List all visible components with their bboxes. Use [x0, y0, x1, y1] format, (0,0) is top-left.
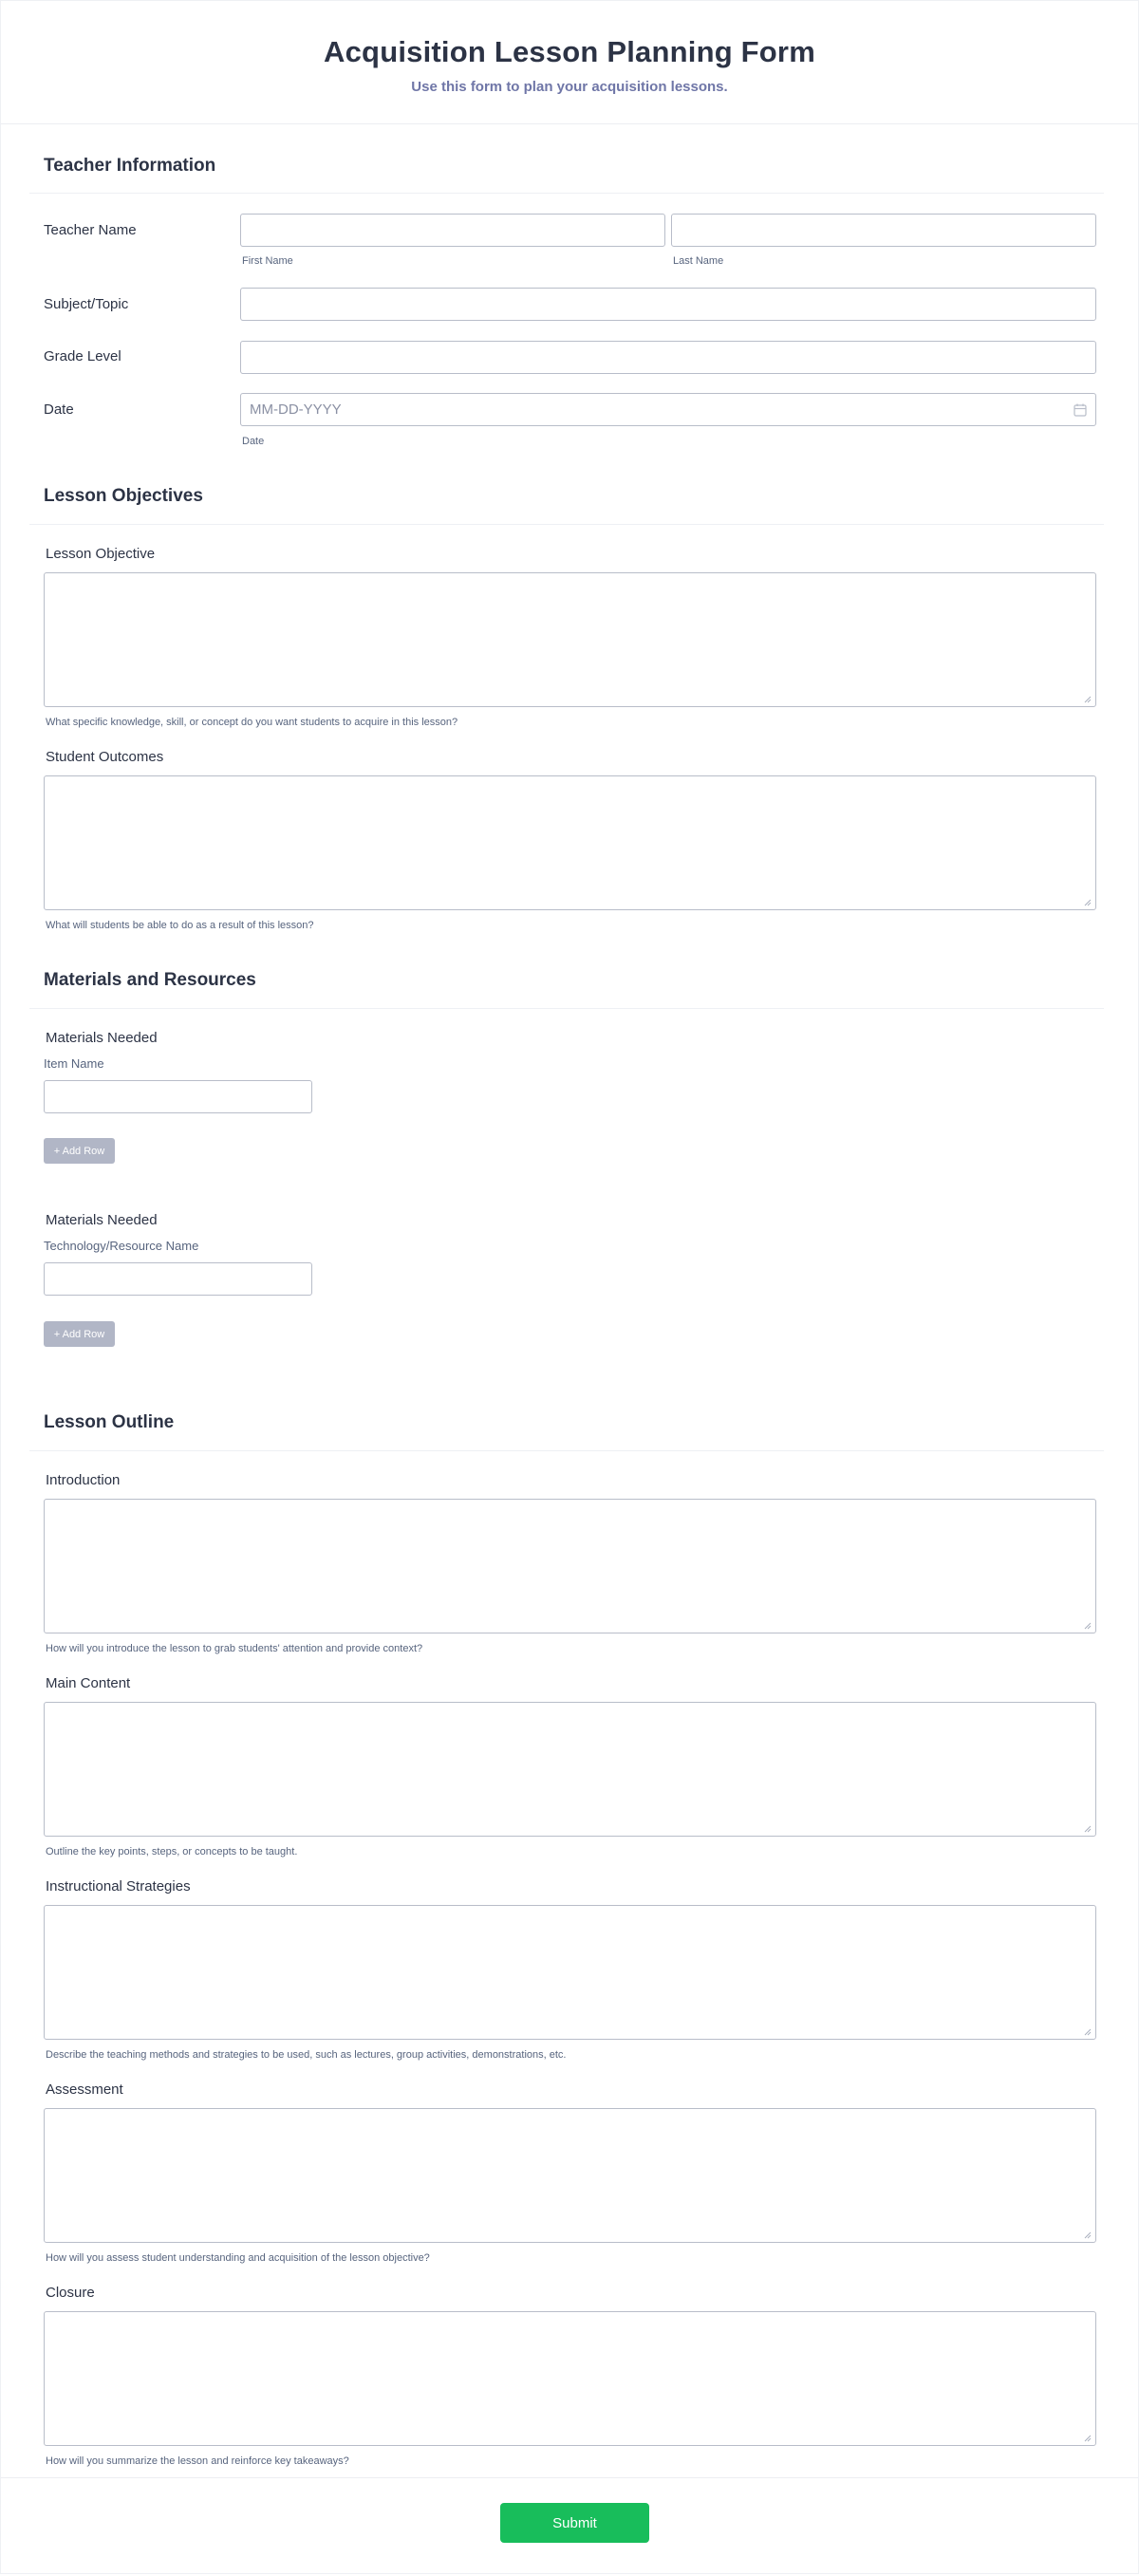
teacher-name-label: Teacher Name: [44, 222, 137, 238]
last-name-sublabel: Last Name: [673, 255, 724, 267]
main-content-label: Main Content: [46, 1675, 131, 1691]
student-outcomes-label: Student Outcomes: [46, 749, 164, 765]
closure-label: Closure: [46, 2285, 95, 2301]
instructional-strategies-help: Describe the teaching methods and strategies to be used, such as lectures, group activities, demonstrations, etc.: [46, 2049, 567, 2061]
introduction-help: How will you introduce the lesson to grab students' attention and provide context?: [46, 1643, 423, 1654]
section-divider: [29, 193, 1104, 194]
resize-grip-icon[interactable]: [1084, 2028, 1092, 2036]
section-title-materials-resources: Materials and Resources: [44, 970, 256, 990]
technology-resource-input[interactable]: [44, 1262, 312, 1296]
form-header: [1, 1, 1138, 124]
section-title-lesson-outline: Lesson Outline: [44, 1412, 175, 1432]
date-sublabel: Date: [242, 436, 265, 447]
item-name-input[interactable]: [44, 1080, 312, 1113]
student-outcomes-help: What will students be able to do as a result of this lesson?: [46, 920, 314, 931]
subject-topic-label: Subject/Topic: [44, 296, 129, 312]
resize-grip-icon[interactable]: [1084, 899, 1092, 906]
section-divider: [29, 524, 1104, 525]
instructional-strategies-textarea[interactable]: [44, 1905, 1096, 2040]
student-outcomes-textarea[interactable]: [44, 775, 1096, 910]
subject-topic-input[interactable]: [240, 288, 1096, 321]
main-content-textarea[interactable]: [44, 1702, 1096, 1837]
section-title-lesson-objectives: Lesson Objectives: [44, 486, 203, 506]
form-subtitle: Use this form to plan your acquisition lessons.: [411, 79, 728, 95]
assessment-help: How will you assess student understanding and acquisition of the lesson objective?: [46, 2252, 430, 2264]
item-name-column-label: Item Name: [44, 1056, 104, 1071]
form-title: Acquisition Lesson Planning Form: [324, 35, 815, 68]
resize-grip-icon[interactable]: [1084, 1622, 1092, 1630]
date-label: Date: [44, 401, 74, 418]
main-content-help: Outline the key points, steps, or concepts to be taught.: [46, 1846, 298, 1857]
materials-needed-label: Materials Needed: [46, 1030, 158, 1046]
lesson-objective-textarea[interactable]: [44, 572, 1096, 707]
lesson-objective-label: Lesson Objective: [46, 546, 156, 562]
add-row-button[interactable]: + Add Row: [44, 1138, 115, 1164]
date-placeholder: MM-DD-YYYY: [250, 401, 342, 418]
closure-help: How will you summarize the lesson and reinforce key takeaways?: [46, 2455, 349, 2467]
resize-grip-icon[interactable]: [1084, 2231, 1092, 2239]
section-divider: [29, 1450, 1104, 1451]
last-name-input[interactable]: [671, 214, 1096, 247]
resize-grip-icon[interactable]: [1084, 1825, 1092, 1833]
date-input[interactable]: [240, 393, 1096, 426]
instructional-strategies-label: Instructional Strategies: [46, 1878, 191, 1895]
grade-level-input[interactable]: [240, 341, 1096, 374]
technology-resource-column-label: Technology/Resource Name: [44, 1239, 199, 1253]
resize-grip-icon[interactable]: [1084, 2435, 1092, 2442]
submit-button[interactable]: Submit: [500, 2503, 649, 2543]
section-divider: [29, 1008, 1104, 1009]
first-name-input[interactable]: [240, 214, 665, 247]
assessment-label: Assessment: [46, 2081, 123, 2098]
add-row-button[interactable]: + Add Row: [44, 1321, 115, 1347]
introduction-textarea[interactable]: [44, 1499, 1096, 1633]
grade-level-label: Grade Level: [44, 348, 121, 364]
resize-grip-icon[interactable]: [1084, 696, 1092, 703]
introduction-label: Introduction: [46, 1472, 121, 1488]
materials-needed-label: Materials Needed: [46, 1212, 158, 1228]
calendar-icon[interactable]: [1074, 403, 1087, 417]
first-name-sublabel: First Name: [242, 255, 293, 267]
lesson-objective-help: What specific knowledge, skill, or concept do you want students to acquire in this lesson?: [46, 717, 458, 728]
assessment-textarea[interactable]: [44, 2108, 1096, 2243]
section-title-teacher-information: Teacher Information: [44, 156, 216, 176]
closure-textarea[interactable]: [44, 2311, 1096, 2446]
